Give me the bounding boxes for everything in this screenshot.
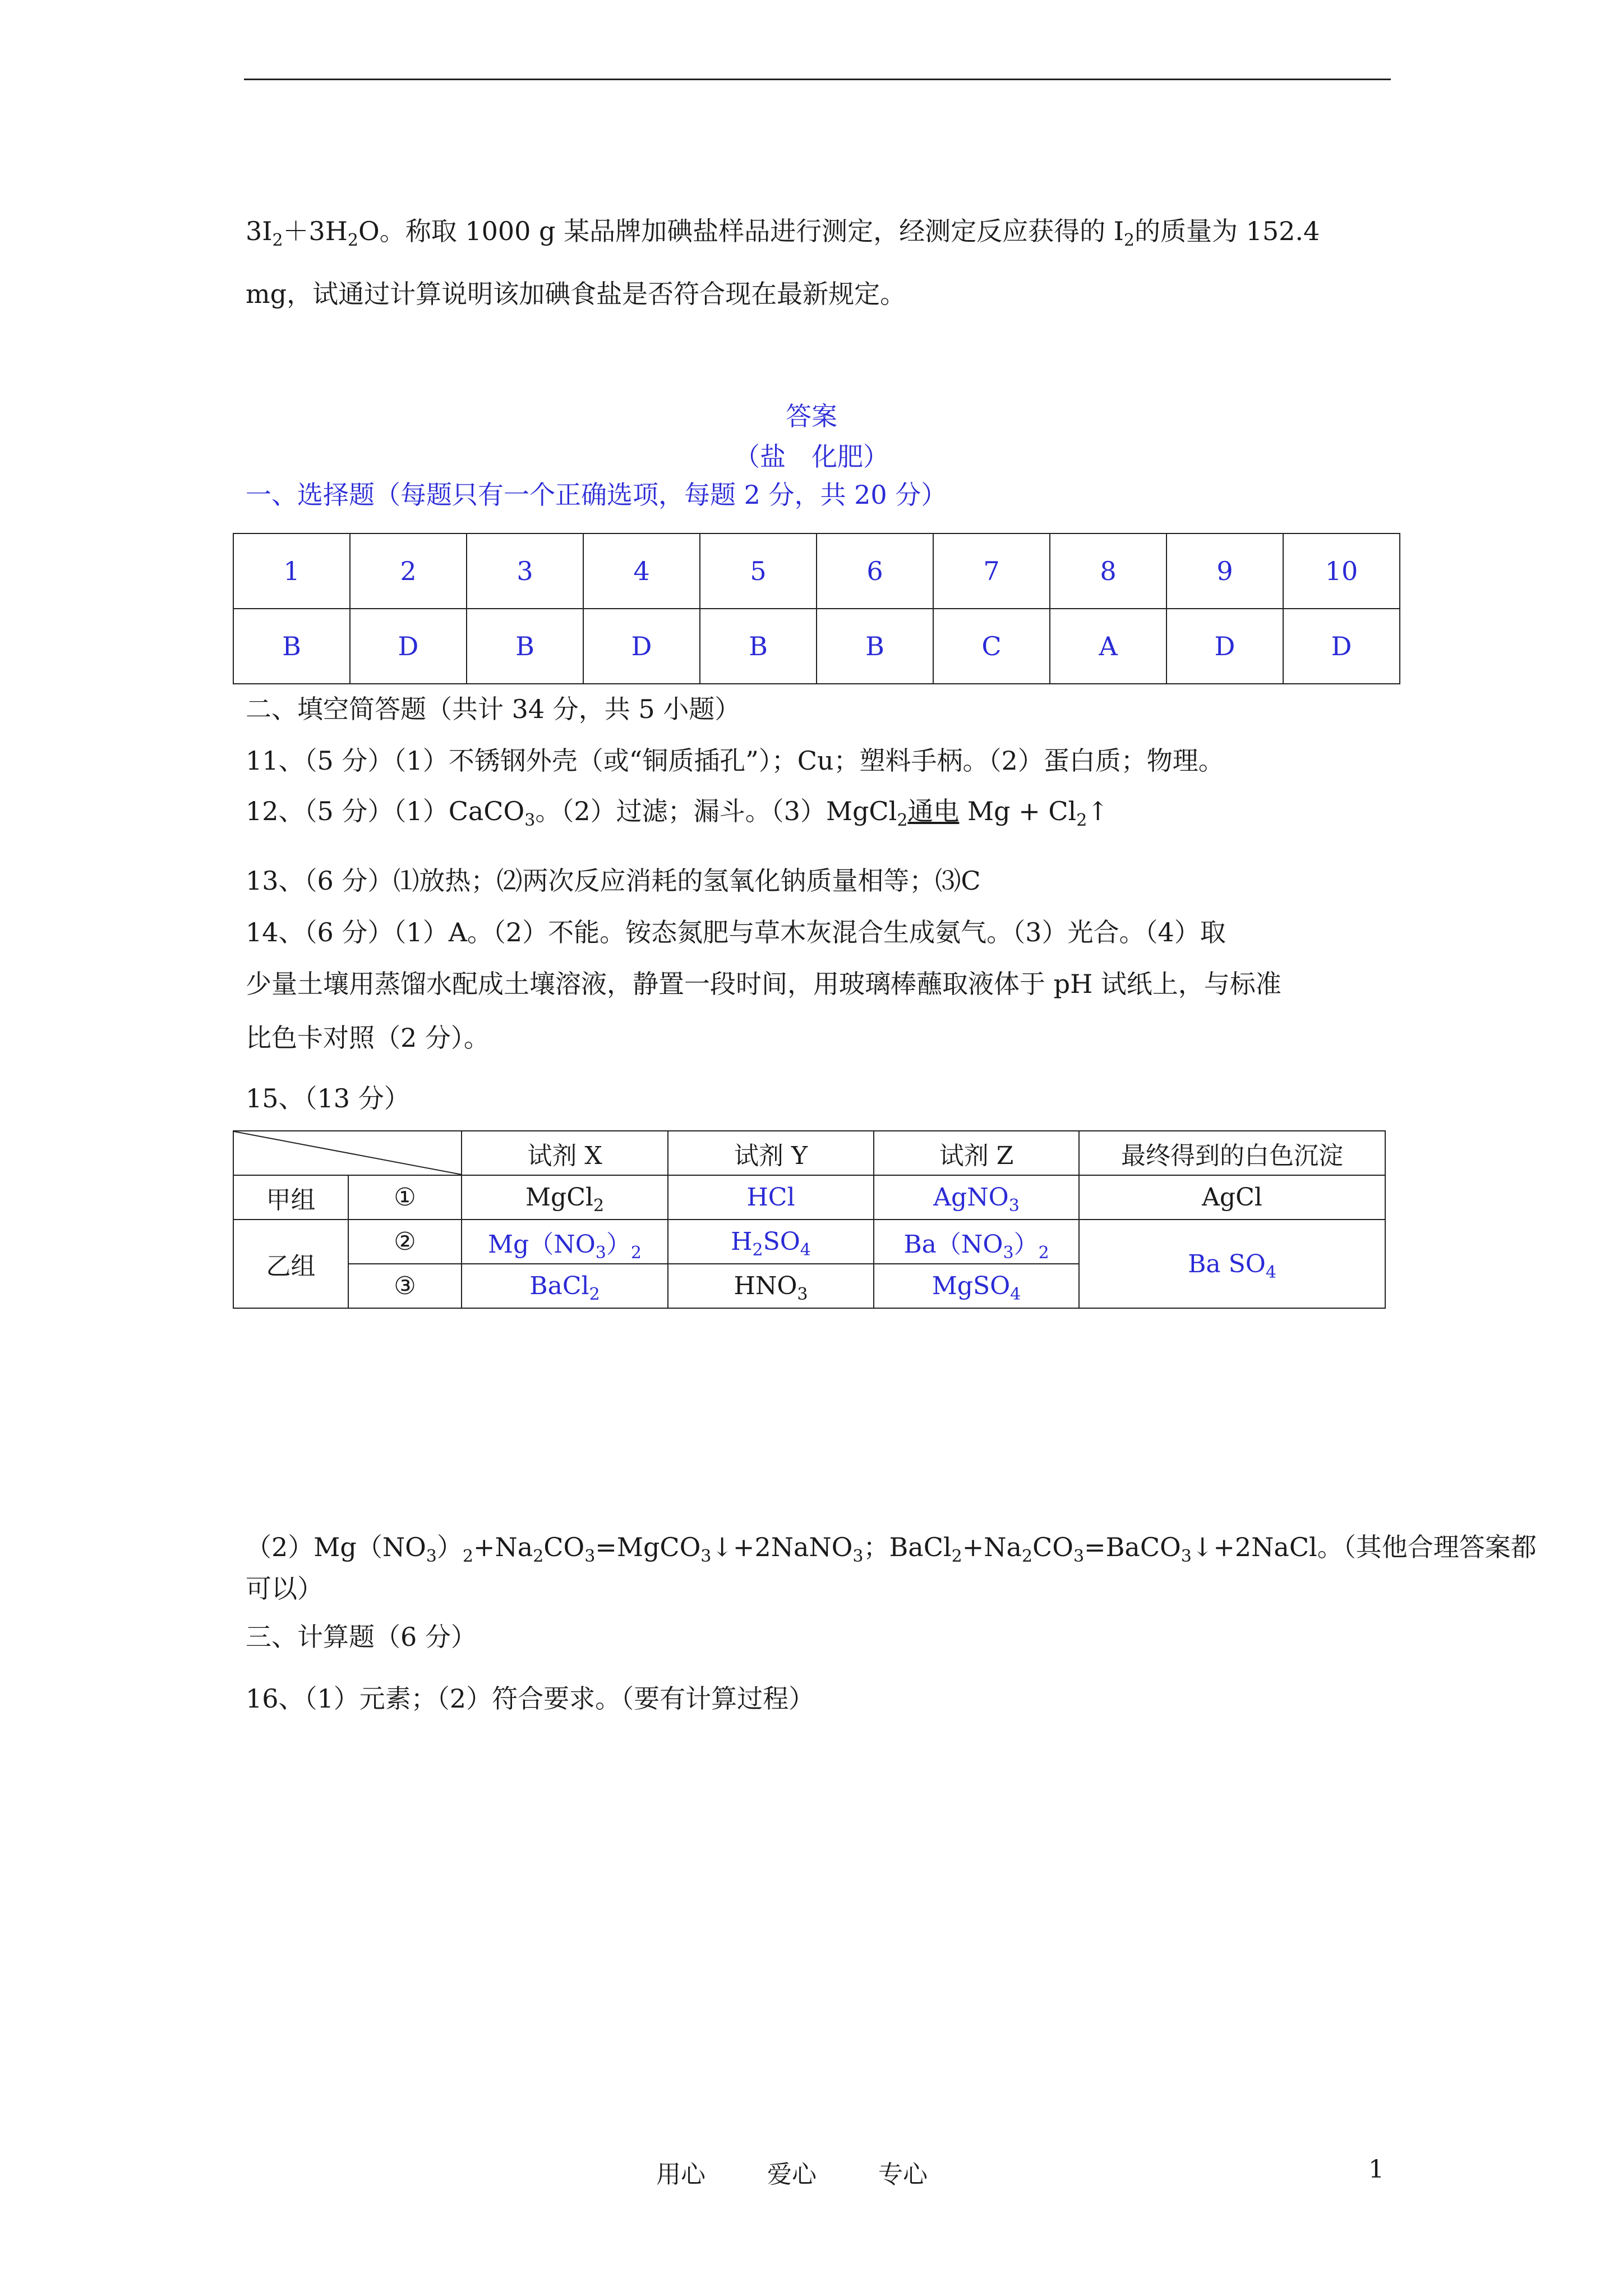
table-cell: C bbox=[933, 609, 1050, 684]
table-cell: $HNO_3$ bbox=[668, 1264, 874, 1308]
q13-answer: 13、（6 分）⑴放热；⑵两次反应消耗的氢氧化钠质量相等；⑶C bbox=[246, 866, 981, 896]
choice-answer-table bbox=[233, 533, 1400, 684]
page-number: 1 bbox=[1368, 2155, 1384, 2184]
header-reagent-x: 试剂 X bbox=[462, 1131, 668, 1175]
q14-answer-line-1: 14、（6 分）（1）A。（2）不能。铵态氮肥与草木灰混合生成氨气。（3）光合。（4）取 bbox=[246, 917, 1226, 947]
table-cell: B bbox=[233, 609, 350, 684]
diagonal-line bbox=[234, 1131, 462, 1175]
table-cell: 6 bbox=[817, 533, 933, 609]
table-cell: D bbox=[350, 609, 467, 684]
table-cell: B bbox=[467, 609, 583, 684]
table-cell: MgSO$_4$ bbox=[874, 1264, 1079, 1308]
diagonal-header-cell bbox=[233, 1131, 462, 1175]
footer-slogan-1: 用心 bbox=[656, 2160, 706, 2189]
q15-heading: 15、（13 分） bbox=[246, 1083, 410, 1114]
table-cell: 7 bbox=[933, 533, 1050, 609]
section2-heading: 二、填空简答题（共计 34 分，共 5 小题） bbox=[246, 694, 741, 724]
row-number: ③ bbox=[348, 1264, 462, 1308]
q14-answer-line-3: 比色卡对照（2 分）。 bbox=[246, 1023, 490, 1053]
table-cell: 10 bbox=[1283, 533, 1400, 609]
reaction-condition: 通电 bbox=[907, 796, 960, 826]
table-cell: AgCl bbox=[1079, 1175, 1385, 1220]
table-cell: 2 bbox=[350, 533, 467, 609]
header-reagent-z: 试剂 Z bbox=[874, 1131, 1079, 1175]
q11-answer: 11、（5 分）（1）不锈钢外壳（或“铜质插孔”）；Cu；塑料手柄。（2）蛋白质；物理。 bbox=[246, 746, 1224, 776]
table-cell: 3 bbox=[467, 533, 583, 609]
table-cell: B bbox=[700, 609, 817, 684]
q15-part2-line-1: $(2)Mg(NO_3)_2+Na_2CO_3=MgCO_3↓+2NaNO_3$；$BaCl_2+Na_2CO_3=BaCO_3↓+2NaCl$。（其他合理答案都 bbox=[246, 1532, 1537, 1566]
footer-slogan-3: 专心 bbox=[878, 2160, 928, 2189]
q15-part2-line-2: 可以） bbox=[246, 1573, 323, 1604]
table-cell: Ba $SO_4$ bbox=[1079, 1220, 1385, 1308]
q15-table bbox=[233, 1130, 1386, 1309]
table-cell: 4 bbox=[583, 533, 700, 609]
group-label: 乙组 bbox=[233, 1220, 348, 1308]
paragraph-line-2: mg，试通过计算说明该加碘食盐是否符合现在最新规定。 bbox=[246, 279, 906, 309]
table-cell: BaCl$_2$ bbox=[462, 1264, 668, 1308]
answer-subtitle: （盐 化肥） bbox=[734, 441, 889, 472]
table-header-row bbox=[233, 1131, 1385, 1175]
footer-slogan-2: 爱心 bbox=[767, 2160, 817, 2189]
table-cell: $Ba(NO_3)_2$ bbox=[874, 1220, 1079, 1264]
table-row-numbers bbox=[233, 533, 1400, 609]
table-cell: D bbox=[1166, 609, 1283, 684]
header-reagent-y: 试剂 Y bbox=[668, 1131, 874, 1175]
group-label: 甲组 bbox=[233, 1175, 348, 1220]
section3-heading: 三、计算题（6 分） bbox=[246, 1622, 477, 1652]
table-cell: A bbox=[1050, 609, 1166, 684]
header-final-precipitate: 最终得到的白色沉淀 bbox=[1079, 1131, 1385, 1175]
header-rule bbox=[244, 79, 1391, 80]
table-cell: 1 bbox=[233, 533, 350, 609]
paragraph-line-1: $3I_2+3H_2O$。称取 1000 g 某品牌加碘盐样品进行测定，经测定反应获得的 $I_2$的质量为 152.4 bbox=[246, 216, 1320, 250]
table-cell: 8 bbox=[1050, 533, 1166, 609]
q12-answer: 12、（5 分）（1）CaCO$_3$。（2）过滤；漏斗。（3）MgCl$_2$通电 $Mg + Cl_2↑$ bbox=[246, 796, 1109, 830]
table-cell: 5 bbox=[700, 533, 817, 609]
table-cell: $Mg(NO_3)_2$ bbox=[462, 1220, 668, 1264]
table-cell: HCl bbox=[668, 1175, 874, 1220]
table-row bbox=[233, 1220, 1385, 1264]
table-cell: $H_2SO_4$ bbox=[668, 1220, 874, 1264]
table-cell: 9 bbox=[1166, 533, 1283, 609]
table-cell: AgNO$_3$ bbox=[874, 1175, 1079, 1220]
table-cell: B bbox=[817, 609, 933, 684]
row-number: ① bbox=[348, 1175, 462, 1220]
section1-heading: 一、选择题（每题只有一个正确选项，每题 2 分，共 20 分） bbox=[246, 480, 947, 510]
table-cell: D bbox=[583, 609, 700, 684]
row-number: ② bbox=[348, 1220, 462, 1264]
table-cell: MgCl$_2$ bbox=[462, 1175, 668, 1220]
table-row-answers bbox=[233, 609, 1400, 684]
table-row bbox=[233, 1175, 1385, 1220]
q16-answer: 16、（1）元素；（2）符合要求。（要有计算过程） bbox=[246, 1683, 815, 1714]
table-cell: D bbox=[1283, 609, 1400, 684]
q14-answer-line-2: 少量土壤用蒸馏水配成土壤溶液，静置一段时间，用玻璃棒蘸取液体于 pH 试纸上，与标准 bbox=[246, 969, 1281, 999]
answer-title: 答案 bbox=[786, 401, 837, 431]
